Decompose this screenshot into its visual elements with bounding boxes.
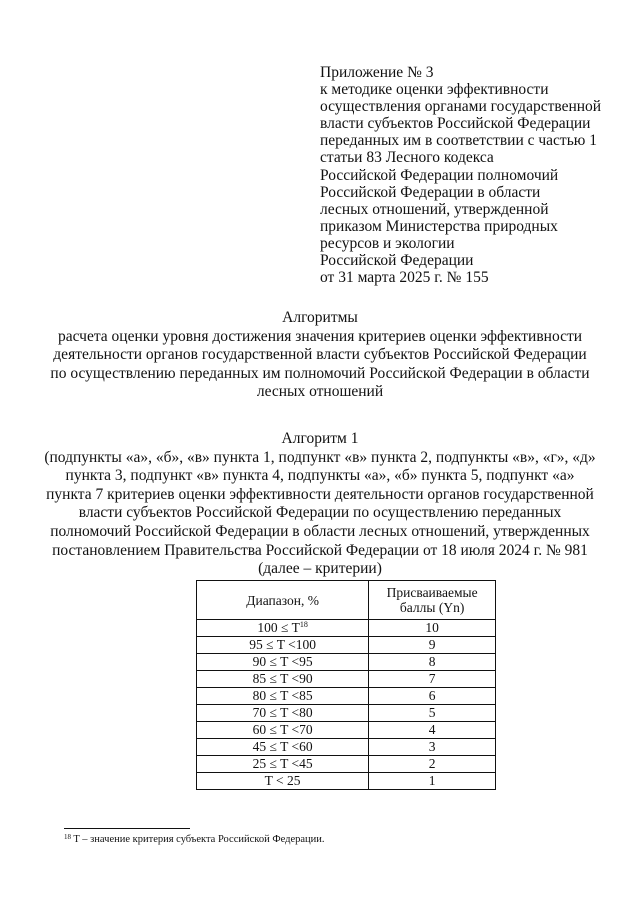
heading-line: расчета оценки уровня достижения значения критериев оценки эффективности xyxy=(57,327,583,345)
range-cell: 60 ≤ T <70 xyxy=(197,722,369,739)
table-row xyxy=(197,688,496,705)
table-row xyxy=(197,773,496,790)
range-cell: 85 ≤ T <90 xyxy=(197,671,369,688)
appendix-line: ресурсов и экологии xyxy=(320,234,455,252)
table-row xyxy=(197,705,496,722)
points-cell: 3 xyxy=(369,739,496,756)
appendix-line: власти субъектов Российской Федерации xyxy=(320,115,591,133)
heading-line: лесных отношений xyxy=(256,383,384,401)
algorithm-1-line: пункта 7 критериев оценки эффективности деятельности органов государственной xyxy=(46,485,594,503)
algorithm-1-section xyxy=(40,430,600,579)
footnote-marker: 18 xyxy=(64,833,71,841)
points-cell: 6 xyxy=(369,688,496,705)
range-value: 100 ≤ T xyxy=(257,620,300,635)
range-cell: 70 ≤ T <80 xyxy=(197,705,369,722)
footnote-text: T – значение критерия субъекта Российской Федерации. xyxy=(71,834,325,845)
points-column-header xyxy=(369,581,496,620)
footnote-reference: 18 xyxy=(299,620,308,629)
algorithm-1-line: власти субъектов Российской Федерации по осуществлению переданных xyxy=(78,504,562,522)
range-cell: T < 25 xyxy=(197,773,369,790)
range-cell xyxy=(197,620,369,637)
heading-line: деятельности органов государственной власти субъектов Российской Федерации xyxy=(53,346,587,364)
range-cell: 45 ≤ T <60 xyxy=(197,739,369,756)
appendix-line: переданных им в соответствии с частью 1 xyxy=(320,132,597,150)
appendix-reference xyxy=(320,64,620,286)
points-cell: 9 xyxy=(369,637,496,654)
points-cell: 1 xyxy=(369,773,496,790)
range-cell: 80 ≤ T <85 xyxy=(197,688,369,705)
points-header-line: баллы (Yn) xyxy=(399,600,465,615)
appendix-line: Российской Федерации полномочий xyxy=(320,166,559,184)
algorithm-1-line: (далее – критерии) xyxy=(258,560,382,578)
range-cell: 90 ≤ T <95 xyxy=(197,654,369,671)
table-row xyxy=(197,637,496,654)
points-cell: 10 xyxy=(369,620,496,637)
points-cell: 8 xyxy=(369,654,496,671)
algorithm-1-line: полномочий Российской Федерации в области лесных отношений, утвержденных xyxy=(50,522,590,540)
appendix-line: к методике оценки эффективности xyxy=(320,81,549,99)
range-cell: 25 ≤ T <45 xyxy=(197,756,369,773)
appendix-line: от 31 марта 2025 г. № 155 xyxy=(320,269,489,287)
points-cell: 7 xyxy=(369,671,496,688)
appendix-line: лесных отношений, утвержденной xyxy=(320,200,549,218)
appendix-line: приказом Министерства природных xyxy=(320,217,558,235)
appendix-line: Российской Федерации xyxy=(320,252,474,270)
algorithms-title: Алгоритмы xyxy=(282,309,358,326)
algorithm-1-line: пункта 3, подпункт «в» пункта 4, подпункты «а», «б» пункта 5, подпункт «а» xyxy=(65,467,575,485)
range-column-header: Диапазон, % xyxy=(197,581,369,620)
table-header-row xyxy=(197,581,496,620)
points-cell: 5 xyxy=(369,705,496,722)
footnote-divider xyxy=(64,828,190,829)
footnote xyxy=(64,834,325,845)
table-row xyxy=(197,620,496,637)
table-row xyxy=(197,739,496,756)
table-row xyxy=(197,671,496,688)
algorithm-1-title: Алгоритм 1 xyxy=(281,430,359,447)
points-cell: 4 xyxy=(369,722,496,739)
points-cell: 2 xyxy=(369,756,496,773)
appendix-line: статьи 83 Лесного кодекса xyxy=(320,149,494,167)
algorithm-1-line: постановлением Правительства Российской Федерации от 18 июля 2024 г. № 981 xyxy=(52,541,588,559)
algorithms-heading xyxy=(40,309,600,402)
appendix-line: осуществления органами государственной xyxy=(320,98,602,116)
table-row xyxy=(197,722,496,739)
points-table xyxy=(196,580,496,790)
algorithm-1-line: (подпункты «а», «б», «в» пункта 1, подпункт «в» пункта 2, подпункты «в», «г», «д» xyxy=(44,448,596,466)
points-header-line: Присваиваемые xyxy=(386,585,478,600)
table-row xyxy=(197,654,496,671)
appendix-line: Российской Федерации в области xyxy=(320,183,541,201)
range-cell: 95 ≤ T <100 xyxy=(197,637,369,654)
appendix-line: Приложение № 3 xyxy=(320,64,434,81)
table-row xyxy=(197,756,496,773)
heading-line: по осуществлению переданных им полномочий Российской Федерации в области xyxy=(50,364,590,382)
